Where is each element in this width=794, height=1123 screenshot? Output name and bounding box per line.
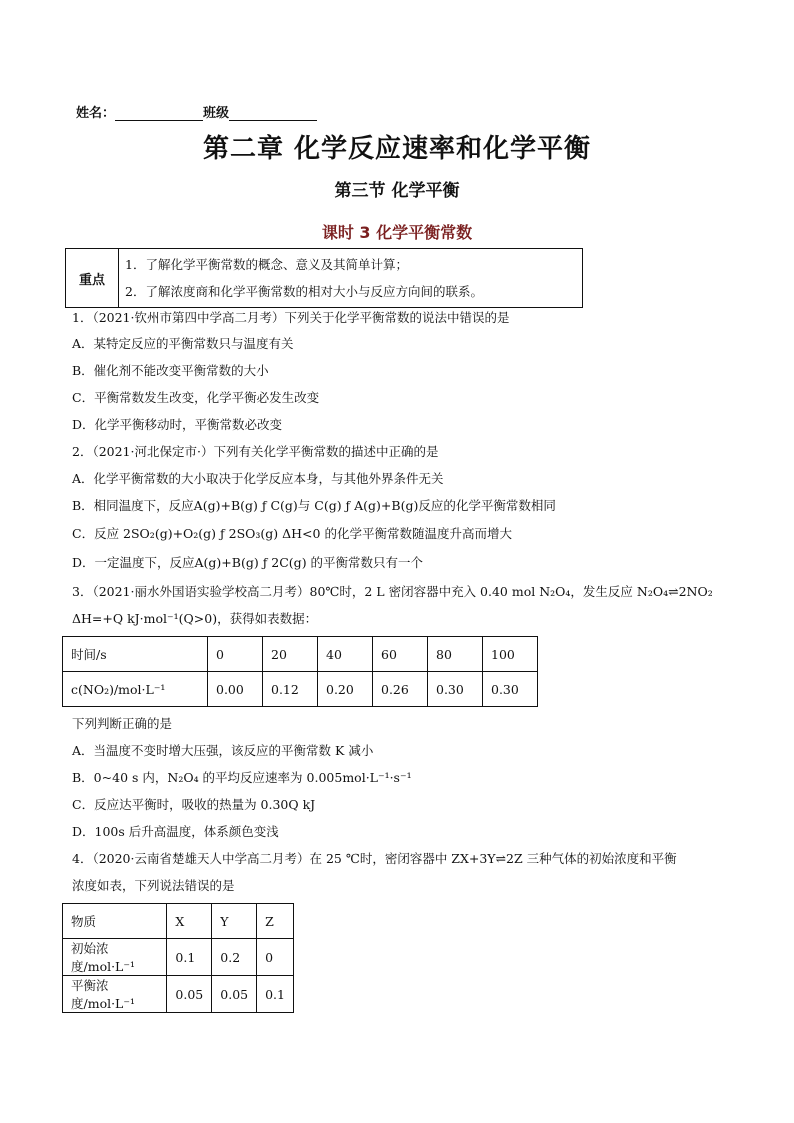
- section-title: 第三节 化学平衡: [334, 181, 460, 201]
- key-points-label: 重点: [66, 249, 119, 307]
- table-row: [63, 904, 294, 939]
- table-cell: 60: [373, 637, 428, 672]
- table-cell: 20: [263, 637, 318, 672]
- q4-stem-line1: 4．（2020·云南省楚雄天人中学高二月考）在 25 ℃时，密闭容器中 ZX+3Y⇌2Z 三种气体的初始浓度和平衡: [72, 851, 677, 866]
- table-row: [63, 939, 294, 976]
- table-cell: 0.30: [428, 672, 483, 707]
- q2-option-a: A．化学平衡常数的大小取决于化学反应本身，与其他外界条件无关: [72, 471, 444, 486]
- table-cell: 0: [257, 939, 294, 976]
- name-label: 姓名：: [76, 106, 116, 121]
- table-cell: 0.05: [212, 976, 257, 1013]
- class-label: 班级: [203, 106, 230, 121]
- class-blank: [229, 106, 317, 121]
- q1-option-b: B．催化剂不能改变平衡常数的大小: [72, 363, 269, 378]
- q1-option-d: D．化学平衡移动时，平衡常数必改变: [72, 417, 283, 432]
- table-cell: 平衡浓度/mol·L⁻¹: [63, 976, 167, 1013]
- table-cell: 0.2: [212, 939, 257, 976]
- q1-option-a: A．某特定反应的平衡常数只与温度有关: [72, 336, 294, 351]
- chapter-title: 第二章 化学反应速率和化学平衡: [202, 134, 592, 164]
- table-cell: 时间/s: [63, 637, 208, 672]
- q4-data-table: [62, 903, 294, 1013]
- table-cell: 100: [483, 637, 538, 672]
- q3-stem-line1: 3．（2021·丽水外国语实验学校高二月考）80℃时，2 L 密闭容器中充入 0.40 mol N₂O₄，发生反应 N₂O₄⇌2NO₂: [72, 584, 713, 599]
- table-cell: c(NO₂)/mol·L⁻¹: [63, 672, 208, 707]
- q2-option-d: D．一定温度下，反应A(g)+B(g) ƒ 2C(g) 的平衡常数只有一个: [72, 555, 424, 570]
- table-cell: 40: [318, 637, 373, 672]
- table-cell: 0.20: [318, 672, 373, 707]
- table-cell: 初始浓度/mol·L⁻¹: [63, 939, 167, 976]
- table-row: [63, 637, 538, 672]
- q2-stem: 2．（2021·河北保定市·）下列有关化学平衡常数的描述中正确的是: [72, 444, 439, 459]
- table-cell: Y: [212, 904, 257, 939]
- lesson-title: 课时 3 化学平衡常数: [321, 223, 473, 242]
- name-blank: [115, 106, 203, 121]
- table-row: [63, 976, 294, 1013]
- key-points-box: [65, 248, 583, 308]
- table-cell: 0: [208, 637, 263, 672]
- table-cell: 0.30: [483, 672, 538, 707]
- table-row: [63, 672, 538, 707]
- q3-option-c: C．反应达平衡时，吸收的热量为 0.30Q kJ: [72, 797, 316, 812]
- table-cell: 0.00: [208, 672, 263, 707]
- table-cell: 0.26: [373, 672, 428, 707]
- table-cell: 80: [428, 637, 483, 672]
- q2-option-c: C．反应 2SO₂(g)+O₂(g) ƒ 2SO₃(g) ΔH<0 的化学平衡常数随温度升高而增大: [72, 526, 512, 541]
- q3-option-b: B．0~40 s 内，N₂O₄ 的平均反应速率为 0.005mol·L⁻¹·s⁻¹: [72, 770, 412, 785]
- q4-stem-line2: 浓度如表，下列说法错误的是: [72, 878, 235, 893]
- table-cell: 0.05: [167, 976, 212, 1013]
- table-cell: X: [167, 904, 212, 939]
- q1-option-c: C．平衡常数发生改变，化学平衡必发生改变: [72, 390, 320, 405]
- q3-data-table: [62, 636, 538, 707]
- q2-option-b: B．相同温度下，反应A(g)+B(g) ƒ C(g)与 C(g) ƒ A(g)+B(g)反应的化学平衡常数相同: [72, 498, 556, 513]
- table-cell: 0.12: [263, 672, 318, 707]
- q3-after-table: 下列判断正确的是: [72, 716, 173, 731]
- q3-option-d: D．100s 后升高温度，体系颜色变浅: [72, 824, 279, 839]
- table-cell: 0.1: [167, 939, 212, 976]
- table-cell: 物质: [63, 904, 167, 939]
- key-point-item: 1．了解化学平衡常数的概念、意义及其简单计算；: [125, 257, 408, 272]
- q1-stem: 1．（2021·钦州市第四中学高二月考）下列关于化学平衡常数的说法中错误的是: [72, 310, 510, 325]
- table-cell: Z: [257, 904, 294, 939]
- key-point-item: 2．了解浓度商和化学平衡常数的相对大小与反应方向间的联系。: [125, 284, 483, 299]
- q3-option-a: A．当温度不变时增大压强，该反应的平衡常数 K 减小: [72, 743, 374, 758]
- student-info-line: [76, 102, 317, 121]
- table-cell: 0.1: [257, 976, 294, 1013]
- q3-stem-line2: ΔH=+Q kJ·mol⁻¹(Q>0)，获得如表数据：: [72, 611, 318, 626]
